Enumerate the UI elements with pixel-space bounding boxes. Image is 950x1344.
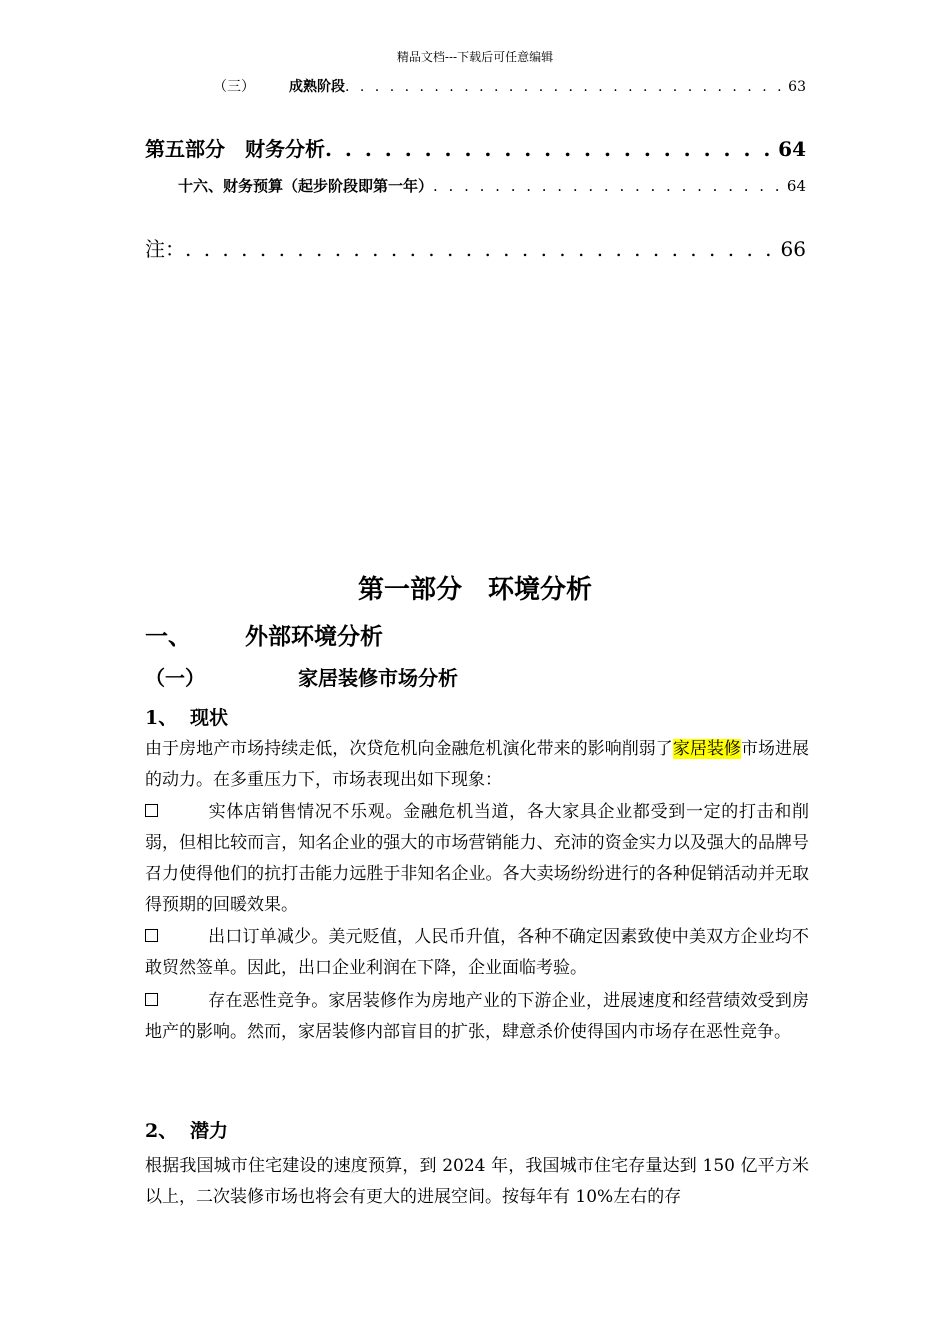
heading-2 (145, 662, 458, 691)
toc-leader (345, 79, 784, 95)
heading-number: （一） (145, 666, 205, 690)
toc-item-3[interactable] (213, 76, 806, 96)
toc-item-label: （三） (213, 79, 255, 95)
bullet-text: 存在恶性竞争。家居装修作为房地产业的下游企业，进展速度和经营绩效受到房地产的影响。然而，家居装修内部盲目的扩张，肆意杀价使得国内市场存在恶性竞争。 (145, 991, 809, 1042)
toc-leader (185, 237, 777, 261)
toc-leader (433, 177, 783, 195)
paragraph-text: 由于房地产市场持续走低，次贷危机向金融危机演化带来的影响削弱了 (145, 739, 673, 759)
toc-item-title: 十六、财务预算（起步阶段即第一年） (178, 177, 434, 195)
toc-page-number: 64 (786, 177, 806, 195)
heading-text: 外部环境分析 (245, 623, 383, 650)
highlighted-text: 修 (723, 739, 741, 759)
heading-number: 一、 (145, 623, 191, 650)
page-header: 精品文档---下载后可任意编辑 (396, 50, 554, 64)
checkbox-icon (145, 993, 158, 1006)
part-title: 第一部分 环境分析 (357, 575, 592, 605)
toc-note[interactable] (145, 233, 806, 262)
paragraph-intro (145, 734, 809, 796)
checkbox-icon (145, 929, 158, 942)
toc-item-title: 成熟阶段 (289, 79, 345, 95)
heading-1 (145, 618, 383, 651)
toc-page-number: 66 (780, 237, 806, 261)
checkbox-icon (145, 804, 158, 817)
toc-item-16[interactable] (178, 175, 806, 196)
toc-part5[interactable] (145, 133, 806, 162)
heading-number: 2、 (145, 1120, 178, 1142)
highlighted-text: 家居装 (672, 739, 724, 759)
paragraph-text: 市场进展的动力。在多重压力下，市场表现出如下现象： (145, 739, 810, 790)
bullet-item (145, 986, 809, 1048)
bullet-item (145, 922, 809, 984)
toc-item-title: 注： (145, 237, 185, 261)
toc-item-title: 第五部分 财务分析 (145, 137, 325, 161)
toc-page-number: 64 (778, 137, 806, 161)
heading-text: 现状 (190, 707, 229, 729)
paragraph-potential: 根据我国城市住宅建设的速度预算，到 2024 年，我国城市住宅存量达到 150 亿平方米以上，二次装修市场也将会有更大的进展空间。按每年有 10%左右的存 (145, 1156, 809, 1207)
bullet-text: 出口订单减少。美元贬值，人民币升值，各种不确定因素致使中美双方企业均不敢贸然签单。因此，出口企业利润在下降，企业面临考验。 (145, 927, 809, 978)
heading-text: 家居装修市场分析 (298, 666, 458, 690)
bullet-text: 实体店销售情况不乐观。金融危机当道，各大家具企业都受到一定的打击和削弱，但相比较而言，知名企业的强大的市场营销能力、充沛的资金实力以及强大的品牌号召力使得他们的抗打击能力远胜于非知名企业。各大卖场纷纷进行的各种促销活动并无取得预期的回暖效果。 (145, 802, 809, 915)
toc-page-number: 63 (788, 79, 806, 95)
heading-text: 潜力 (190, 1120, 229, 1142)
toc-leader (325, 137, 774, 161)
heading-3-potential (145, 1116, 229, 1143)
heading-number: 1、 (145, 707, 178, 729)
heading-3-status (145, 703, 229, 730)
bullet-item (145, 797, 809, 921)
